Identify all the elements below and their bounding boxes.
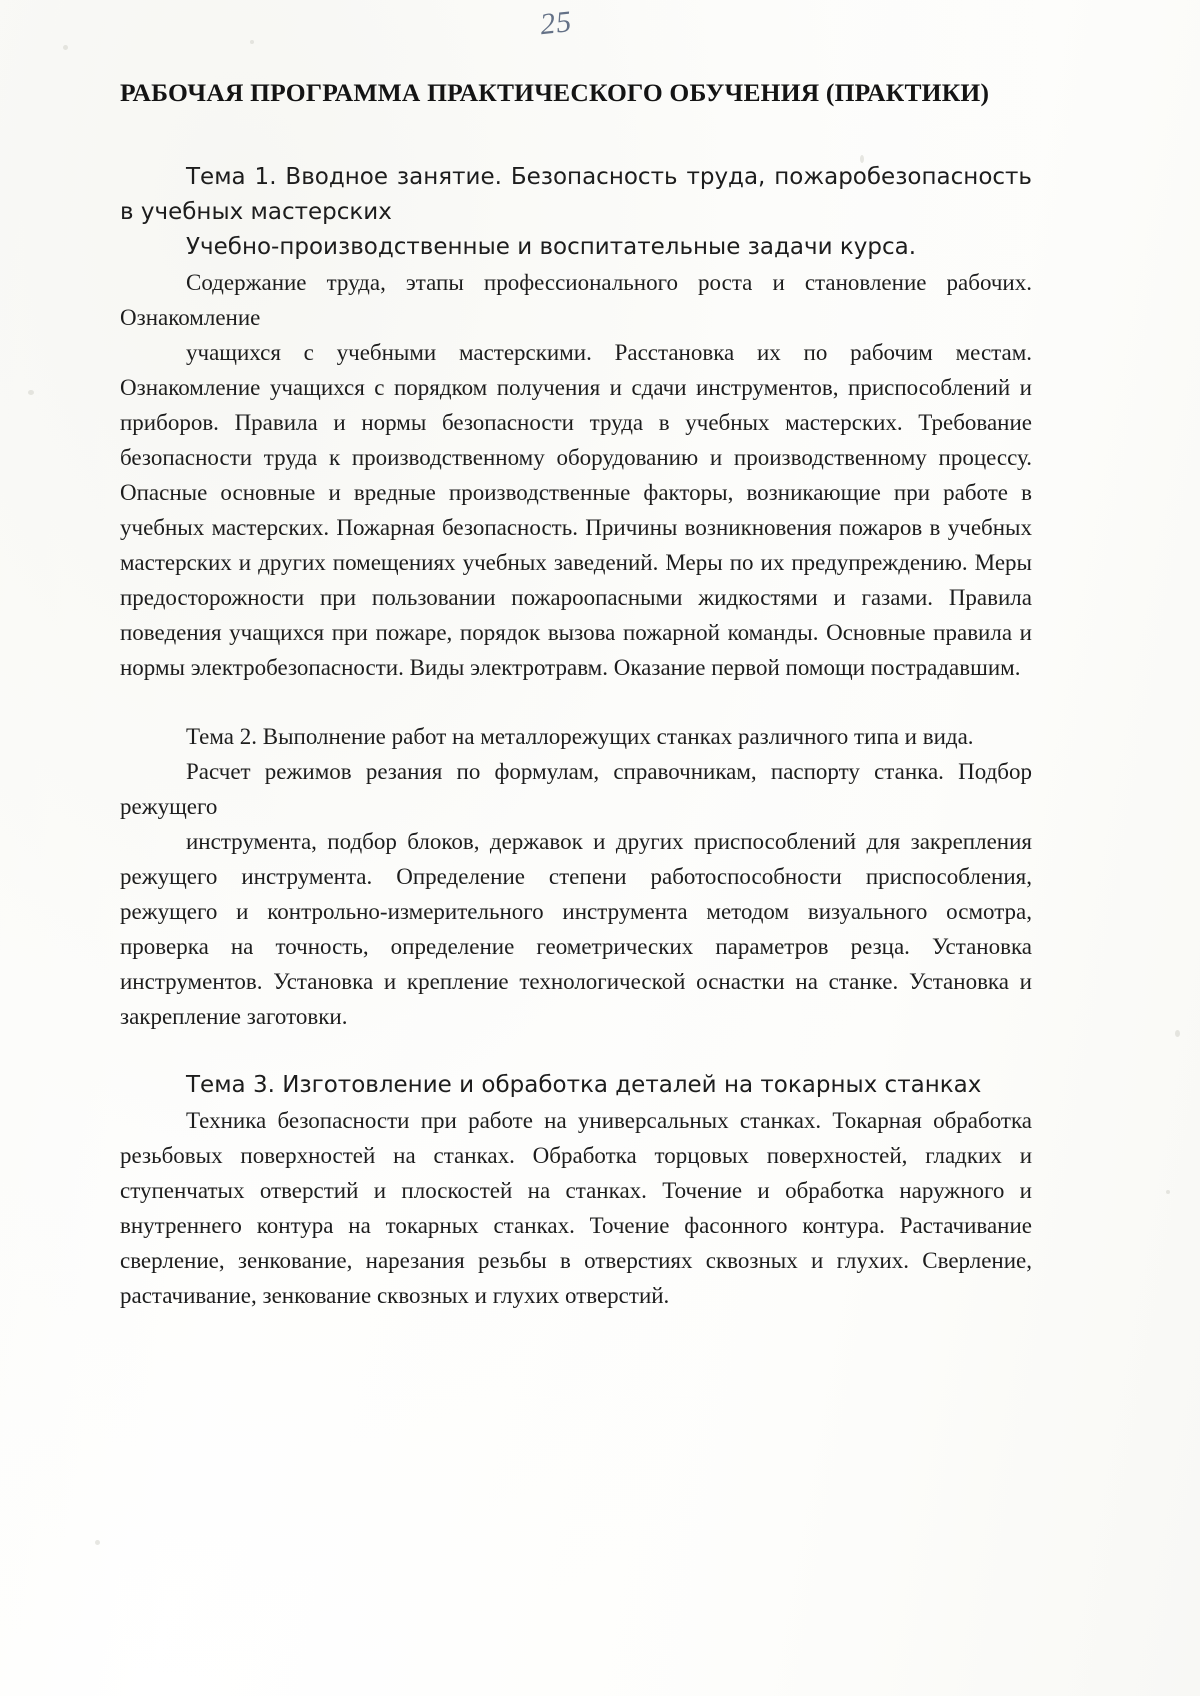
- section-tema-2: [120, 719, 1032, 1034]
- paragraph: Расчет режимов резания по формулам, справочникам, паспорту станка. Подбор режущего: [120, 759, 1032, 819]
- section-heading: Тема 1. Вводное занятие. Безопасность труда, пожаробезопасность в учебных мастерских: [120, 164, 1032, 225]
- section-tema-1: [120, 160, 1032, 685]
- paragraph: Содержание труда, этапы профессионального роста и становление рабочих. Ознакомление: [120, 270, 1032, 330]
- handwritten-page-number: 25: [538, 5, 574, 42]
- paragraph: учащихся с учебными мастерскими. Расстановка их по рабочим местам. Ознакомление учащихся с порядком получения и сдачи инструментов, приспособлений и приборов. Правила и нормы безопасности труда в учебных мастерских. Требование безопасности труда к производственному оборудованию и производственному процессу. Опасные основные и вредные производственные факторы, возникающие при работе в учебных мастерских. Пожарная безопасность. Причины возникновения пожаров в учебных мастерских и других помещениях учебных заведений. Меры по их предупреждению. Меры предосторожности при пользовании пожароопасными жидкостями и газами. Правила поведения учащихся при пожаре, порядок вызова пожарной команды. Основные правила и нормы электробезопасности. Виды электротравм. Оказание первой помощи пострадавшим.: [120, 340, 1032, 680]
- paragraph: Техника безопасности при работе на универсальных станках. Токарная обработка резьбовых поверхностей на станках. Обработка торцовых поверхностей, гладких и ступенчатых отверстий и плоскостей на станках. Точение и обработка наружного и внутреннего контура на токарных станках. Точение фасонного контура. Растачивание сверление, зенкование, нарезания резьбы в отверстиях сквозных и глухих. Сверление, растачивание, зенкование сквозных и глухих отверстий.: [120, 1108, 1032, 1308]
- paragraph: Учебно-производственные и воспитательные задачи курса.: [186, 234, 917, 260]
- section-heading: Тема 2. Выполнение работ на металлорежущих станках различного типа и вида.: [186, 724, 974, 749]
- document-body: [120, 78, 1032, 1347]
- section-tema-3: [120, 1068, 1032, 1313]
- page-title: РАБОЧАЯ ПРОГРАММА ПРАКТИЧЕСКОГО ОБУЧЕНИЯ (ПРАКТИКИ): [120, 78, 990, 107]
- section-heading: Тема 3. Изготовление и обработка деталей на токарных станках: [186, 1072, 982, 1098]
- paragraph: инструмента, подбор блоков, державок и других приспособлений для закрепления режущего инструмента. Определение степени работоспособности приспособления, режущего и контрольно-измерительного инструмента методом визуального осмотра, проверка на точность, определение геометрических параметров резца. Установка инструментов. Установка и крепление технологической оснастки на станке. Установка и закрепление заготовки.: [120, 829, 1032, 1029]
